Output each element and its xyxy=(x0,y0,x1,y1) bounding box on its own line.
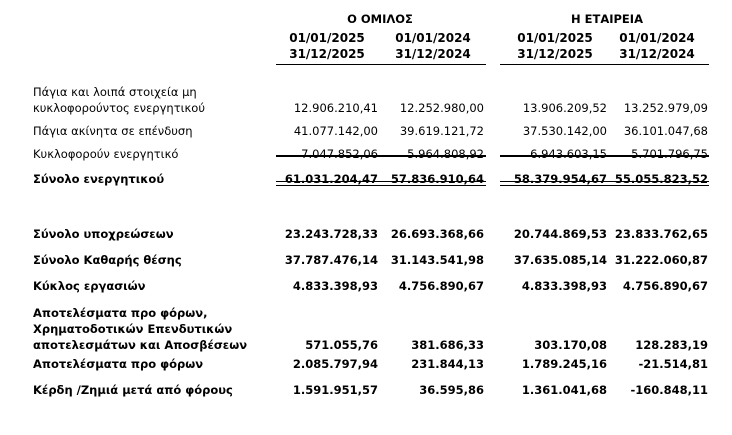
value-cell: 12.252.980,00 xyxy=(399,101,484,115)
group-header-company: Η ΕΤΑΙΡΕΙΑ xyxy=(571,12,643,26)
header-underline-company xyxy=(500,64,709,65)
row-label-line: Αποτελέσματα προ φόρων, xyxy=(33,306,208,320)
value-cell: 5.964.808,92 xyxy=(407,147,484,161)
value-cell: 36.595,86 xyxy=(419,383,484,397)
period-from: 01/01/2024 xyxy=(395,31,471,45)
value-cell: 12.906.210,41 xyxy=(293,101,378,115)
group-header-group: Ο ΟΜΙΛΟΣ xyxy=(347,12,413,26)
value-cell: 4.756.890,67 xyxy=(622,279,708,293)
period-to: 31/12/2024 xyxy=(619,47,695,61)
row-label xyxy=(33,252,182,268)
column-header-group-2025 xyxy=(276,30,378,62)
value-cell: 57.836.910,64 xyxy=(390,172,484,186)
row-label-line: Πάγια και λοιπά στοιχεία μη xyxy=(33,85,197,99)
value-cell: 2.085.797,94 xyxy=(292,357,378,371)
row-label-line: Κέρδη /Ζημιά μετά από φόρους xyxy=(33,383,233,397)
row-label-line: αποτελεσμάτων και Αποσβέσεων xyxy=(33,338,248,352)
value-cell: 41.077.142,00 xyxy=(293,124,378,138)
value-cell: -21.514,81 xyxy=(638,357,708,371)
value-cell: 55.055.823,52 xyxy=(614,172,708,186)
row-label xyxy=(33,146,178,162)
value-cell: 128.283,19 xyxy=(635,338,708,352)
row-label xyxy=(33,84,205,116)
value-cell: 303.170,08 xyxy=(534,338,607,352)
row-label-line: Αποτελέσματα προ φόρων xyxy=(33,357,204,371)
value-cell: 4.756.890,67 xyxy=(398,279,484,293)
row-label xyxy=(33,305,247,353)
value-cell: 381.686,33 xyxy=(411,338,484,352)
subtotal-rule-group xyxy=(276,155,486,157)
period-from: 01/01/2024 xyxy=(619,31,695,45)
value-cell: 37.787.476,14 xyxy=(284,253,378,267)
value-cell: 23.243.728,33 xyxy=(284,227,378,241)
value-cell: 13.252.979,09 xyxy=(623,101,708,115)
row-label-line: Σύνολο υποχρεώσεων xyxy=(33,227,174,241)
row-label-line: Κύκλος εργασιών xyxy=(33,279,146,293)
value-cell: 7.047.852,06 xyxy=(301,147,378,161)
total-double-rule-group xyxy=(276,181,486,186)
value-cell: 571.055,76 xyxy=(305,338,378,352)
value-cell: -160.848,11 xyxy=(630,383,708,397)
value-cell: 5.701.796,75 xyxy=(631,147,708,161)
value-cell: 1.591.951,57 xyxy=(292,383,378,397)
value-cell: 1.789.245,16 xyxy=(521,357,607,371)
row-label-line: κυκλοφορούντος ενεργητικού xyxy=(33,101,205,115)
value-cell: 58.379.954,67 xyxy=(513,172,607,186)
row-label xyxy=(33,123,193,139)
value-cell: 231.844,13 xyxy=(411,357,484,371)
period-to: 31/12/2025 xyxy=(517,47,593,61)
column-header-group-2024 xyxy=(382,30,484,62)
row-label-line: Κυκλοφορούν ενεργητικό xyxy=(33,147,179,161)
value-cell: 61.031.204,47 xyxy=(284,172,378,186)
header-underline-group xyxy=(276,64,486,65)
row-label-line: Σύνολο Καθαρής θέσης xyxy=(33,253,182,267)
row-label xyxy=(33,382,233,398)
value-cell: 4.833.398,93 xyxy=(292,279,378,293)
value-cell: 39.619.121,72 xyxy=(399,124,484,138)
value-cell: 31.222.060,87 xyxy=(614,253,708,267)
value-cell: 6.943.603,15 xyxy=(530,147,607,161)
period-to: 31/12/2025 xyxy=(289,47,365,61)
period-from: 01/01/2025 xyxy=(517,31,593,45)
value-cell: 37.635.085,14 xyxy=(513,253,607,267)
total-double-rule-company xyxy=(500,181,709,186)
value-cell: 37.530.142,00 xyxy=(522,124,607,138)
column-header-company-2024 xyxy=(606,30,708,62)
subtotal-rule-company xyxy=(500,155,709,157)
period-from: 01/01/2025 xyxy=(289,31,365,45)
column-header-company-2025 xyxy=(503,30,607,62)
row-label xyxy=(33,171,164,187)
value-cell: 31.143.541,98 xyxy=(390,253,484,267)
row-label xyxy=(33,356,203,372)
row-label xyxy=(33,278,145,294)
row-label xyxy=(33,226,174,242)
row-label-line: Σύνολο ενεργητικού xyxy=(33,172,165,186)
value-cell: 13.906.209,52 xyxy=(522,101,607,115)
value-cell: 4.833.398,93 xyxy=(521,279,607,293)
value-cell: 36.101.047,68 xyxy=(623,124,708,138)
value-cell: 1.361.041,68 xyxy=(521,383,607,397)
value-cell: 26.693.368,66 xyxy=(390,227,484,241)
value-cell: 20.744.869,53 xyxy=(513,227,607,241)
row-label-line: Χρηματοδοτικών Επενδυτικών xyxy=(33,322,233,336)
row-label-line: Πάγια ακίνητα σε επένδυση xyxy=(33,124,193,138)
period-to: 31/12/2024 xyxy=(395,47,471,61)
value-cell: 23.833.762,65 xyxy=(614,227,708,241)
